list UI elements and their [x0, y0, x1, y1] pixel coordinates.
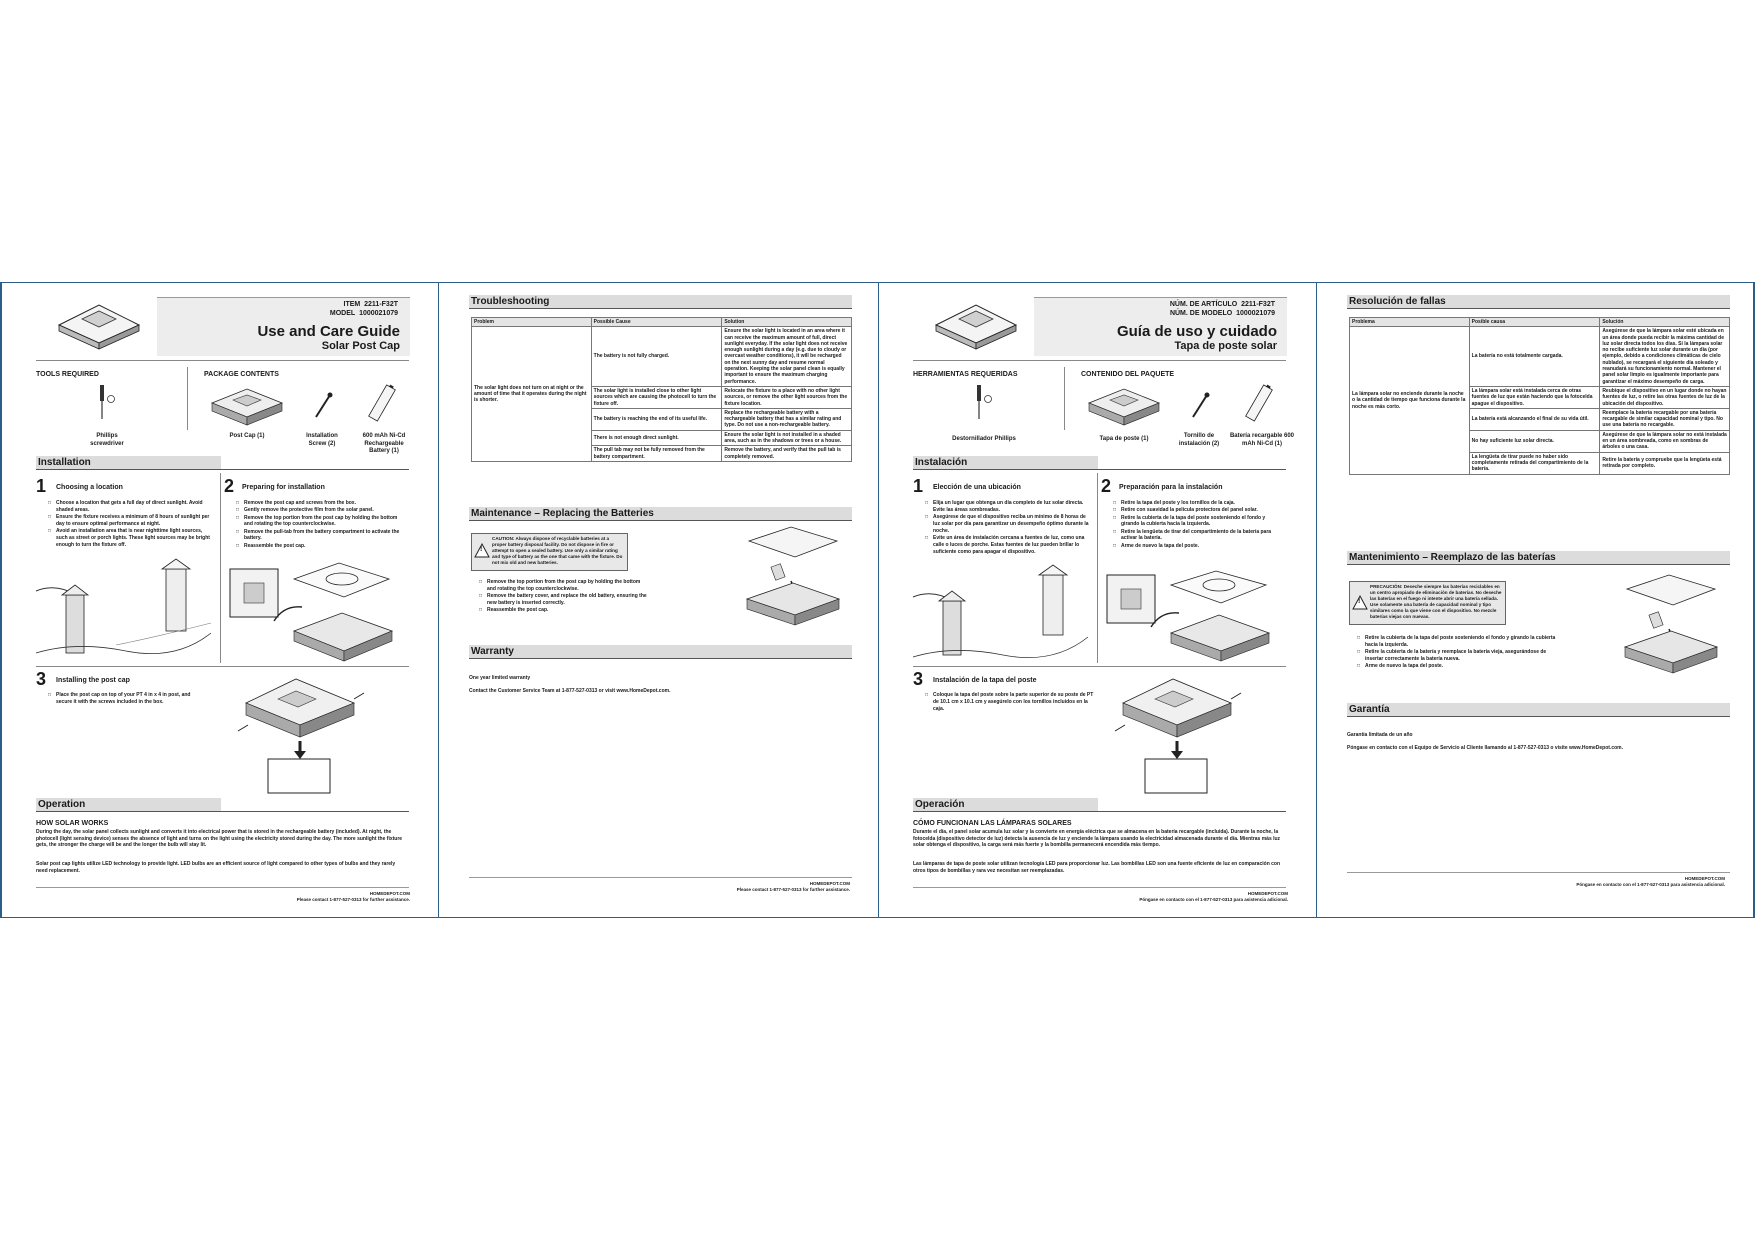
location-illustration	[36, 553, 211, 663]
screw-icon	[1191, 391, 1211, 421]
warning-mark: !	[480, 546, 483, 553]
caution-box	[1349, 581, 1506, 625]
package-item-label: Batería recargable 600	[1229, 433, 1295, 439]
model-number: 1000021079	[359, 310, 398, 317]
list-item: □ Arme de nuevo la tapa del poste.	[1357, 663, 1557, 670]
package-item-label: mAh Ni-Cd (1)	[1242, 440, 1282, 447]
panel-spanish-front	[878, 283, 1316, 917]
table-header: Possible Cause	[591, 318, 722, 327]
solution-cell: Remove the battery, and verify that the pull tab is completely removed.	[722, 446, 852, 462]
table-row	[472, 327, 852, 387]
panel-english-back	[438, 283, 878, 917]
model-label: MODEL	[329, 310, 356, 317]
step1-list	[48, 500, 213, 549]
step-title: Choosing a location	[56, 484, 123, 491]
warranty-line-1: One year limited warranty	[469, 675, 531, 681]
list-item: □ Choose a location that gets a full day of direct sunlight. Avoid shaded areas.	[48, 500, 213, 514]
item-label: NÚM. DE ARTÍCULO	[1169, 301, 1238, 308]
table-header: Solución	[1600, 318, 1730, 327]
solution-cell: Asegúrese de que la lámpara solar no está instalada en un área sombreada, como en sombras de árboles o una casa.	[1600, 430, 1730, 452]
manual-sheet	[0, 282, 1755, 918]
step-number: 3	[913, 669, 924, 689]
led-paragraph: Solar post cap lights utilize LED technology to provide light. LED bulbs are an efficient source of light compared to other types of bulbs and they rarely need replacement.	[36, 861, 396, 874]
panel-spanish-back	[1316, 283, 1755, 917]
led-paragraph: Las lámparas de tapa de poste solar utilizan tecnología LED para proporcionar luz. Las bombillas LED son una fuente eficiente de luz en comparación con otros tipos de bombillas y rara vez necesitan ser reemplazadas.	[913, 861, 1281, 874]
step3-list	[925, 692, 1095, 713]
cause-cell: The battery is not fully charged.	[591, 327, 722, 387]
title-block	[1034, 297, 1287, 356]
panel-english-front	[0, 283, 438, 917]
step-title: Elección de una ubicación	[933, 484, 1021, 491]
package-item-label: instalación (2)	[1178, 440, 1220, 447]
package-item-label: 600 mAh Ni-Cd	[362, 433, 406, 439]
battery-replacement-illustration	[739, 527, 849, 642]
table-header: Posible causa	[1469, 318, 1600, 327]
solution-cell: Replace the rechargeable battery with a rechargeable battery that has a similar rating and type. Do not use a non-rechargeable battery.	[722, 408, 852, 430]
cause-cell: La lengüeta de tirar puede no haber sido completamente retirada del compartimiento de la batería.	[1469, 452, 1600, 474]
location-illustration	[913, 565, 1088, 665]
post-cap-logo	[921, 293, 1031, 353]
warranty-line-2: Póngase en contacto con el Equipo de Servicio al Cliente llamando al 1-877-527-0313 o visite www.HomeDepot.com.	[1347, 745, 1624, 751]
battery-icon	[1244, 383, 1274, 423]
footer-contact: Please contact 1-877-527-0313 for further assistance.	[296, 897, 410, 902]
solution-cell: Ensure the solar light is located in an area where it can receive the maximum amount of full, direct sunlight everyday. If the solar light does not receive enough sunlight during a day (e.g. due to cloudy or overcast weather conditions), it will be recharged on the next sunny day and resume normal operation. Keeping the solar panel clean is equally important to ensure the maximum charging performance.	[722, 327, 852, 387]
cause-cell: The solar light is installed close to other light sources which are causing the photocell to turn the fixture off.	[591, 386, 722, 408]
model-label: NÚM. DE MODELO	[1169, 310, 1233, 317]
list-item: □ Retire la cubierta de la tapa del poste sosteniendo el fondo y girando la cubierta hacia la izquierda.	[1113, 515, 1278, 529]
step-title: Preparing for installation	[242, 484, 325, 491]
guide-subtitle: Solar Post Cap	[321, 340, 400, 352]
list-item: □ Reassemble the post cap.	[479, 607, 649, 614]
how-solar-heading: CÓMO FUNCIONAN LAS LÁMPARAS SOLARES	[913, 820, 1072, 827]
step-number: 2	[224, 476, 235, 496]
package-item-label: Rechargeable Battery (1)	[364, 440, 404, 454]
cause-cell: The pull tab may not be fully removed from the battery compartment.	[591, 446, 722, 462]
footer-contact: Please contact 1-877-527-0313 for further assistance.	[736, 887, 850, 892]
guide-title: Use and Care Guide	[257, 323, 400, 340]
step3-list	[48, 692, 193, 706]
solution-cell: Reemplace la batería recargable por una batería recargable de similar capacidad nominal y tipo. No use una batería no recargable.	[1600, 408, 1730, 430]
tools-heading: TOOLS REQUIRED	[36, 371, 99, 378]
cause-cell: La batería no está totalmente cargada.	[1469, 327, 1600, 387]
disassembly-illustration	[1101, 571, 1286, 666]
title-block	[157, 297, 410, 356]
step2-list	[236, 500, 401, 550]
package-item-label: Tapa de poste (1)	[1099, 436, 1149, 442]
troubleshooting-table	[471, 317, 852, 462]
package-item-label: Tornillo de	[1183, 433, 1215, 439]
step2-list	[1113, 500, 1278, 550]
guide-title: Guía de uso y cuidado	[1116, 323, 1277, 340]
list-item: □ Reassemble the post cap.	[236, 543, 401, 550]
list-item: □ Remove the pull-tab from the battery compartment to activate the battery.	[236, 529, 401, 543]
list-item: □ Retire con suavidad la película protectora del panel solar.	[1113, 507, 1278, 514]
how-solar-paragraph: During the day, the solar panel collects sunlight and converts it into electrical power that is stored in the rechargeable battery (included). At night, the photocell (light sensing device) senses the absence of light and turns on the light using the electricity stored during the day. The more sunlight the fixture gets, the stronger the charge will be and the longer the bulb will stay lit.	[36, 829, 403, 848]
item-number: 2211-F32T	[364, 301, 398, 308]
step-number: 3	[36, 669, 47, 689]
table-header: Solution	[722, 318, 852, 327]
solution-cell: Relocate the fixture to a place with no other light sources, or remove the other light sources from the fixture location.	[722, 386, 852, 408]
list-item: □ Retire la cubierta de la batería y reemplace la batería vieja, asegurándose de insertar correctamente la batería nueva.	[1357, 649, 1557, 663]
cause-cell: La batería está alcanzando el final de su vida útil.	[1469, 408, 1600, 430]
solution-cell: Asegúrese de que la lámpara solar esté ubicada en un área donde pueda recibir la máxima cantidad de luz solar directa todos los días. Si la lámpara solar no recibe suficiente luz solar durante un día (por ejemplo, debido a condiciones climáticas de cielo nublado), se recargará el siguiente día soleado y reanudará su funcionamiento normal. Mantener el panel solar limpio es igualmente importante para garantizar el máximo desempeño de carga.	[1600, 327, 1730, 387]
problem-cell: La lámpara solar no enciende durante la noche o la cantidad de tiempo que funciona durante la noche es más corto.	[1350, 327, 1470, 474]
warning-mark: !	[1358, 598, 1361, 605]
warranty-line-2: Contact the Customer Service Team at 1-877-527-0313 or visit www.HomeDepot.com.	[469, 688, 671, 694]
warranty-line-1: Garantía limitada de un año	[1347, 732, 1413, 738]
table-row	[1350, 327, 1730, 387]
package-item-label: Post Cap (1)	[229, 433, 265, 439]
caution-text: PRECAUCIÓN: Deseche siempre las baterías reciclables en un centro apropiado de eliminación de baterías. No deseche las baterías en el fuego ni intente abrir una batería sellada. Use solamente una batería de capacidad nominal y tipo similares como la que viene con el dispositivo. No mezcle baterías viejas con nuevas.	[1370, 584, 1502, 619]
step-title: Preparación para la instalación	[1119, 484, 1223, 491]
caution-box	[471, 533, 628, 571]
installing-cap-illustration	[1111, 673, 1271, 793]
battery-replacement-illustration	[1617, 575, 1727, 685]
list-item: □ Retire la tapa del poste y los tornillos de la caja.	[1113, 500, 1278, 507]
post-cap-image	[1084, 385, 1164, 427]
footer-contact: Póngase en contacto con el 1-877-527-0313 para asistencia adicional.	[1139, 897, 1288, 902]
cause-cell: The battery is reaching the end of its useful life.	[591, 408, 722, 430]
package-item-label: Screw (2)	[308, 440, 336, 447]
section-operation: Operación	[913, 798, 1286, 812]
list-item: □ Remove the post cap and screws from the box.	[236, 500, 401, 507]
list-item: □ Remove the top portion from the post cap by holding the bottom and rotating the top counterclockwise.	[479, 579, 649, 593]
solution-cell: Retire la batería y compruebe que la lengüeta está retirada por completo.	[1600, 452, 1730, 474]
step-title: Installing the post cap	[56, 677, 130, 684]
disassembly-illustration	[224, 561, 409, 666]
list-item: □ Elija un lugar que obtenga un día completo de luz solar directa. Evite las áreas sombreadas.	[925, 500, 1090, 514]
guide-subtitle: Tapa de poste solar	[1174, 340, 1277, 352]
footer-site: HOMEDEPOT.COM	[1684, 876, 1725, 881]
section-troubleshooting: Resolución de fallas	[1347, 295, 1730, 309]
section-warranty: Warranty	[469, 645, 852, 659]
tools-heading: HERRAMIENTAS REQUERIDAS	[913, 371, 1018, 378]
section-maintenance: Mantenimiento – Reemplazo de las baterías	[1347, 551, 1730, 565]
tool-name: screwdriver	[90, 440, 124, 447]
list-item: □ Remove the top portion from the post cap by holding the bottom and rotating the top counterclockwise.	[236, 515, 401, 529]
step1-list	[925, 500, 1090, 556]
list-item: □ Gently remove the protective film from the solar panel.	[236, 507, 401, 514]
list-item: □ Retire la lengüeta de tirar del compartimiento de la batería para activar la batería.	[1113, 529, 1278, 543]
list-item: □ Asegúrese de que el dispositivo reciba un mínimo de 8 horas de luz solar por día para garantizar un desempeño óptimo durante la noche.	[925, 514, 1090, 534]
post-cap-logo	[44, 293, 154, 353]
package-heading: PACKAGE CONTENTS	[204, 371, 279, 378]
list-item: □ Remove the battery cover, and replace the old battery, ensuring the new battery is inserted correctly.	[479, 593, 649, 607]
cause-cell: La lámpara solar está instalada cerca de otras fuentes de luz que están haciendo que la fotocelda apague el dispositivo.	[1469, 386, 1600, 408]
list-item: □ Arme de nuevo la tapa del poste.	[1113, 543, 1278, 550]
maintenance-list	[479, 579, 649, 614]
model-number: 1000021079	[1236, 310, 1275, 317]
package-item-label: Installation	[306, 433, 338, 439]
section-installation: Instalación	[913, 456, 1286, 470]
step-number: 1	[36, 476, 47, 496]
item-number: 2211-F32T	[1241, 301, 1275, 308]
solution-cell: Reubique el dispositivo en un lugar donde no hayan fuentes de luz, o retire las otras fuentes de luz de la ubicación del dispositivo.	[1600, 386, 1730, 408]
troubleshooting-table	[1349, 317, 1730, 475]
section-warranty: Garantía	[1347, 703, 1730, 717]
screwdriver-icon	[97, 385, 117, 425]
list-item: □ Ensure the fixture receives a minimum of 8 hours of sunlight per day to ensure optimal performance at night.	[48, 514, 213, 528]
section-operation: Operation	[36, 798, 409, 812]
footer-contact: Póngase en contacto con el 1-877-527-0313 para asistencia adicional.	[1576, 882, 1725, 887]
cause-cell: No hay suficiente luz solar directa.	[1469, 430, 1600, 452]
problem-cell: The solar light does not turn on at night or the amount of time that it operates during the night is shorter.	[472, 327, 592, 462]
screwdriver-icon	[974, 385, 994, 425]
footer-site: HOMEDEPOT.COM	[809, 881, 850, 886]
step-number: 1	[913, 476, 924, 496]
list-item: □ Avoid an installation area that is near nighttime light sources, such as street or porch lights. These light sources may be bright enough to turn the fixture off.	[48, 528, 213, 548]
maintenance-list	[1357, 635, 1557, 670]
list-item: □ Retire la cubierta de la tapa del poste sosteniendo el fondo y girando la cubierta hacia la izquierda.	[1357, 635, 1557, 649]
table-header: Problem	[472, 318, 592, 327]
caution-text: CAUTION: Always dispose of recyclable batteries at a proper battery disposal facility. Do not dispose in fire or attempt to open a sealed battery. Use only a similar rating and type of battery as the one that came with the fixture. Do not mix old and new batteries.	[492, 536, 623, 565]
list-item: □ Place the post cap on top of your PT 4 in x 4 in post, and secure it with the screws included in the box.	[48, 692, 193, 706]
section-troubleshooting: Troubleshooting	[469, 295, 852, 309]
battery-icon	[367, 383, 397, 423]
how-solar-heading: HOW SOLAR WORKS	[36, 820, 109, 827]
footer-site: HOMEDEPOT.COM	[369, 891, 410, 896]
item-label: ITEM	[343, 301, 361, 308]
step-title: Instalación de la tapa del poste	[933, 677, 1037, 684]
cause-cell: There is not enough direct sunlight.	[591, 430, 722, 446]
section-maintenance: Maintenance – Replacing the Batteries	[469, 507, 852, 521]
tool-name: Phillips	[96, 433, 118, 439]
table-header: Problema	[1350, 318, 1470, 327]
installing-cap-illustration	[234, 673, 394, 793]
section-installation: Installation	[36, 456, 409, 470]
list-item: □ Coloque la tapa del poste sobre la parte superior de su poste de PT de 10.1 cm x 10.1 cm y asegúrelo con los tornillos incluidos en la caja.	[925, 692, 1095, 712]
post-cap-image	[207, 385, 287, 427]
step-number: 2	[1101, 476, 1112, 496]
footer-site: HOMEDEPOT.COM	[1247, 891, 1288, 896]
list-item: □ Evite un área de instalación cercana a fuentes de luz, como una calle o luces de porche. Estas fuentes de luz pueden brillar lo suficiente como para apagar el dispositivo.	[925, 535, 1090, 555]
how-solar-paragraph: Durante el día, el panel solar acumula luz solar y la convierte en energía eléctrica que se almacena en la batería recargable (incluida). Durante la noche, la fotocelda (dispositivo detector de luz) detecta la ausencia de luz y enciende la lámpara usando la electricidad almacenada durante el día. Mientras más luz solar obtenga el dispositivo, la carga será más fuerte y la bombilla permanecerá encendida más tiempo.	[913, 829, 1281, 848]
solution-cell: Ensure the solar light is not installed in a shaded area, such as in the shadows or trees or a house.	[722, 430, 852, 446]
tool-name: Destornillador Phillips	[952, 436, 1016, 442]
package-heading: CONTENIDO DEL PAQUETE	[1081, 371, 1175, 378]
screw-icon	[314, 391, 334, 421]
